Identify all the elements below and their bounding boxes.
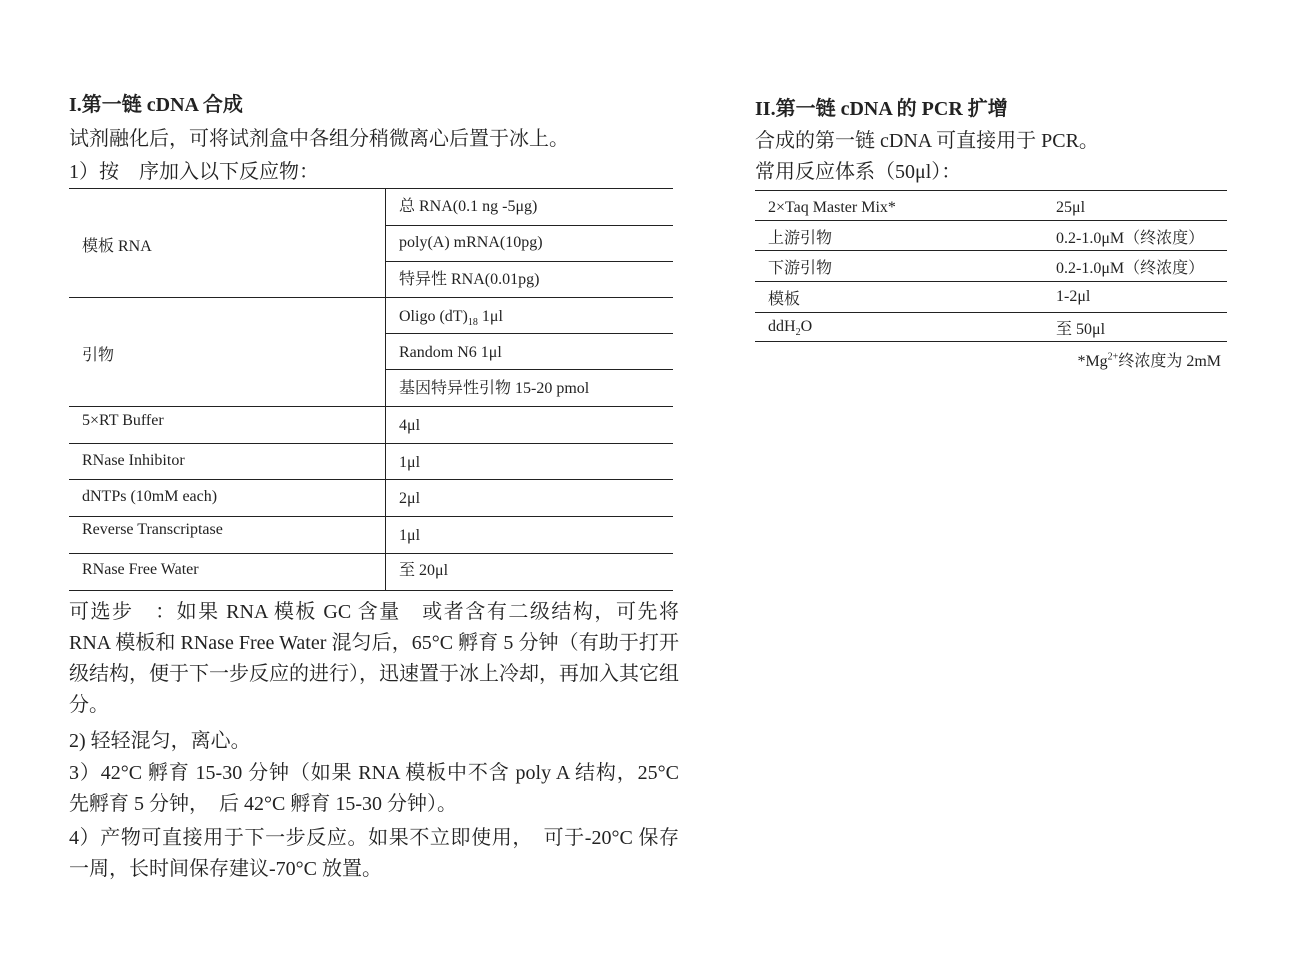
row-rt-buffer-value: 4μl — [399, 417, 421, 434]
pcr-row-template-value: 1-2μl — [1056, 288, 1091, 305]
section1-intro: 试剂融化后，可将试剂盒中各组分稍微离心后置于冰上。 — [69, 128, 569, 150]
pcr-row-template-name: 模板 — [768, 291, 801, 308]
pcr-row-water-name: ddH$_2$O — [768, 318, 813, 339]
step4-paragraph: 4）产物可直接用于下一步反应。如果不立即使用， 可于-20°C 保存一周，长时间保存建议-70°C 放置。 — [69, 827, 679, 880]
template-opt-total-rna: 总 RNA(0.1 ng -5μg) — [399, 198, 538, 215]
pcr-row-water-value: 至 50μl — [1056, 321, 1106, 338]
step3-paragraph: 3）42°C 孵育 15-30 分钟（如果 RNA 模板中不含 poly A 结构，25°C 先孵育 5 分钟， 后 42°C 孵育 15-30 分钟）。 — [69, 762, 679, 815]
row-reverse-transcriptase-value: 1μl — [399, 527, 421, 544]
pcr-row-forward-primer-value: 0.2-1.0μM（终浓度） — [1056, 230, 1205, 247]
optional-step-paragraph: 可选步 ：如果 RNA 模板 GC 含量 或者含有二级结构，可先将 RNA 模板和 RNase Free Water 混匀后，65°C 孵育 5 分钟（有助于打开 级结构，便于下一步反应的进行），迅速置于冰上冷却，再加入其它组分。 — [69, 601, 699, 716]
section2-title: II.第一链 cDNA 的 PCR 扩增 — [755, 98, 1008, 120]
primer-opt-random-n6: Random N6 1μl — [399, 344, 502, 361]
template-opt-specific: 特异性 RNA(0.01pg) — [399, 271, 540, 288]
primer-opt-gene-specific: 基因特异性引物 15-20 pmol — [399, 380, 590, 397]
row-rnase-inhibitor-value: 1μl — [399, 454, 421, 471]
step2-paragraph: 2) 轻轻混匀，离心。 — [69, 730, 251, 752]
template-opt-mrna: poly(A) mRNA(10pg) — [399, 234, 543, 251]
section2-intro: 合成的第一链 cDNA 可直接用于 PCR。 — [755, 130, 1099, 152]
pcr-row-reverse-primer-value: 0.2-1.0μM（终浓度） — [1056, 260, 1205, 277]
row-rt-buffer-name: 5×RT Buffer — [82, 412, 164, 429]
row-rnase-inhibitor-name: RNase Inhibitor — [82, 452, 185, 469]
mg-concentration-note: $*Mg^{2+}$终浓度为 2mM — [1077, 351, 1221, 370]
section1-step1: 1）按 序加入以下反应物： — [69, 161, 319, 183]
row-rnase-free-water-value: 至 20μl — [399, 562, 449, 579]
reaction-table — [69, 186, 673, 592]
section2-system: 常用反应体系（50μl）： — [755, 161, 962, 183]
primer-label: 引物 — [82, 347, 115, 364]
pcr-row-forward-primer-name: 上游引物 — [768, 230, 833, 247]
row-dntps-value: 2μl — [399, 490, 421, 507]
row-dntps-name: dNTPs (10mM each) — [82, 488, 218, 505]
pcr-row-reverse-primer-name: 下游引物 — [768, 260, 833, 277]
pcr-row-master-mix-name: 2×Taq Master Mix* — [768, 199, 896, 216]
section1-title: I.第一链 cDNA 合成 — [69, 94, 243, 116]
row-reverse-transcriptase-name: Reverse Transcriptase — [82, 521, 223, 538]
template-rna-label: 模板 RNA — [82, 238, 152, 255]
pcr-table — [755, 190, 1227, 345]
primer-opt-oligo-dt: Oligo $(dT)_{18}$ 1μl — [399, 308, 503, 329]
row-rnase-free-water-name: RNase Free Water — [82, 561, 199, 578]
pcr-row-master-mix-value: 25μl — [1056, 199, 1086, 216]
